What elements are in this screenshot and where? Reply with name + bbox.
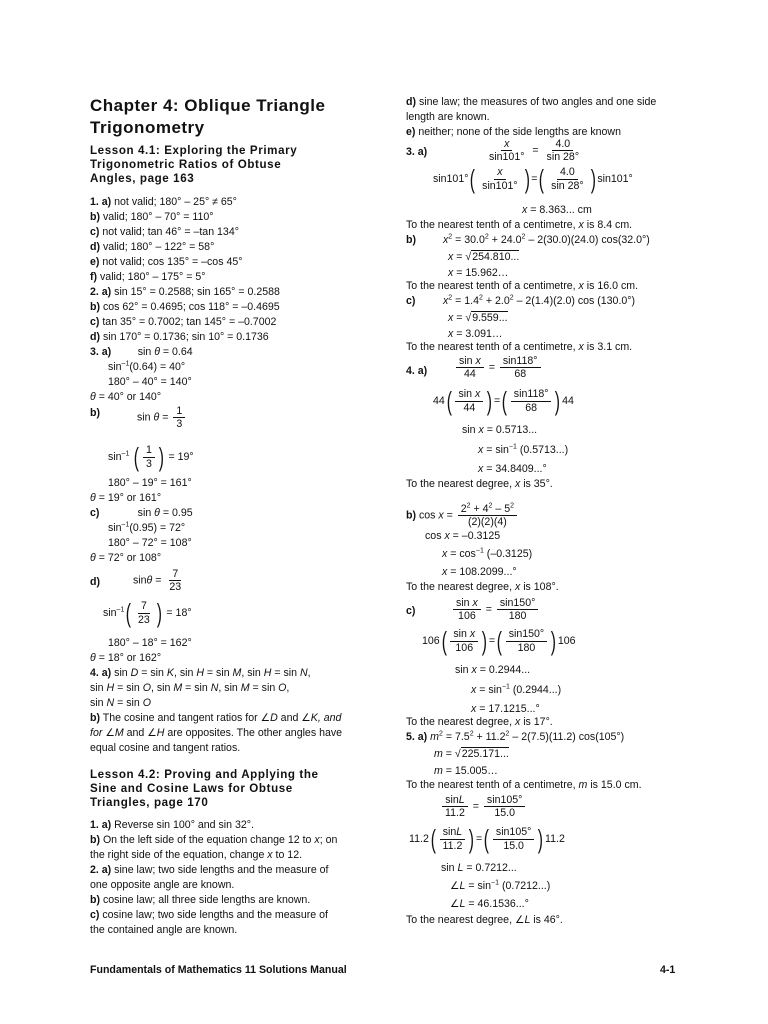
chapter-title-line2: Trigonometry <box>90 118 205 137</box>
lesson-4-2-heading-line2: Sine and Cosine Laws for Obtuse <box>90 782 293 795</box>
chapter-title: Chapter 4: Oblique Triangle <box>90 96 326 115</box>
lesson-4-1-heading-line2: Trigonometric Ratios of Obtuse <box>90 158 282 171</box>
lesson-4-2-heading-line3: Triangles, page 170 <box>90 796 209 809</box>
lesson-4-2-heading: Lesson 4.2: Proving and Applying the <box>90 768 319 781</box>
page-number: 4-1 <box>660 964 676 976</box>
lesson-4-1-heading-line3: Angles, page 163 <box>90 172 195 185</box>
lesson-4-1-heading: Lesson 4.1: Exploring the Primary <box>90 144 298 157</box>
footer-title: Fundamentals of Mathematics 11 Solutions Manual <box>90 964 347 976</box>
